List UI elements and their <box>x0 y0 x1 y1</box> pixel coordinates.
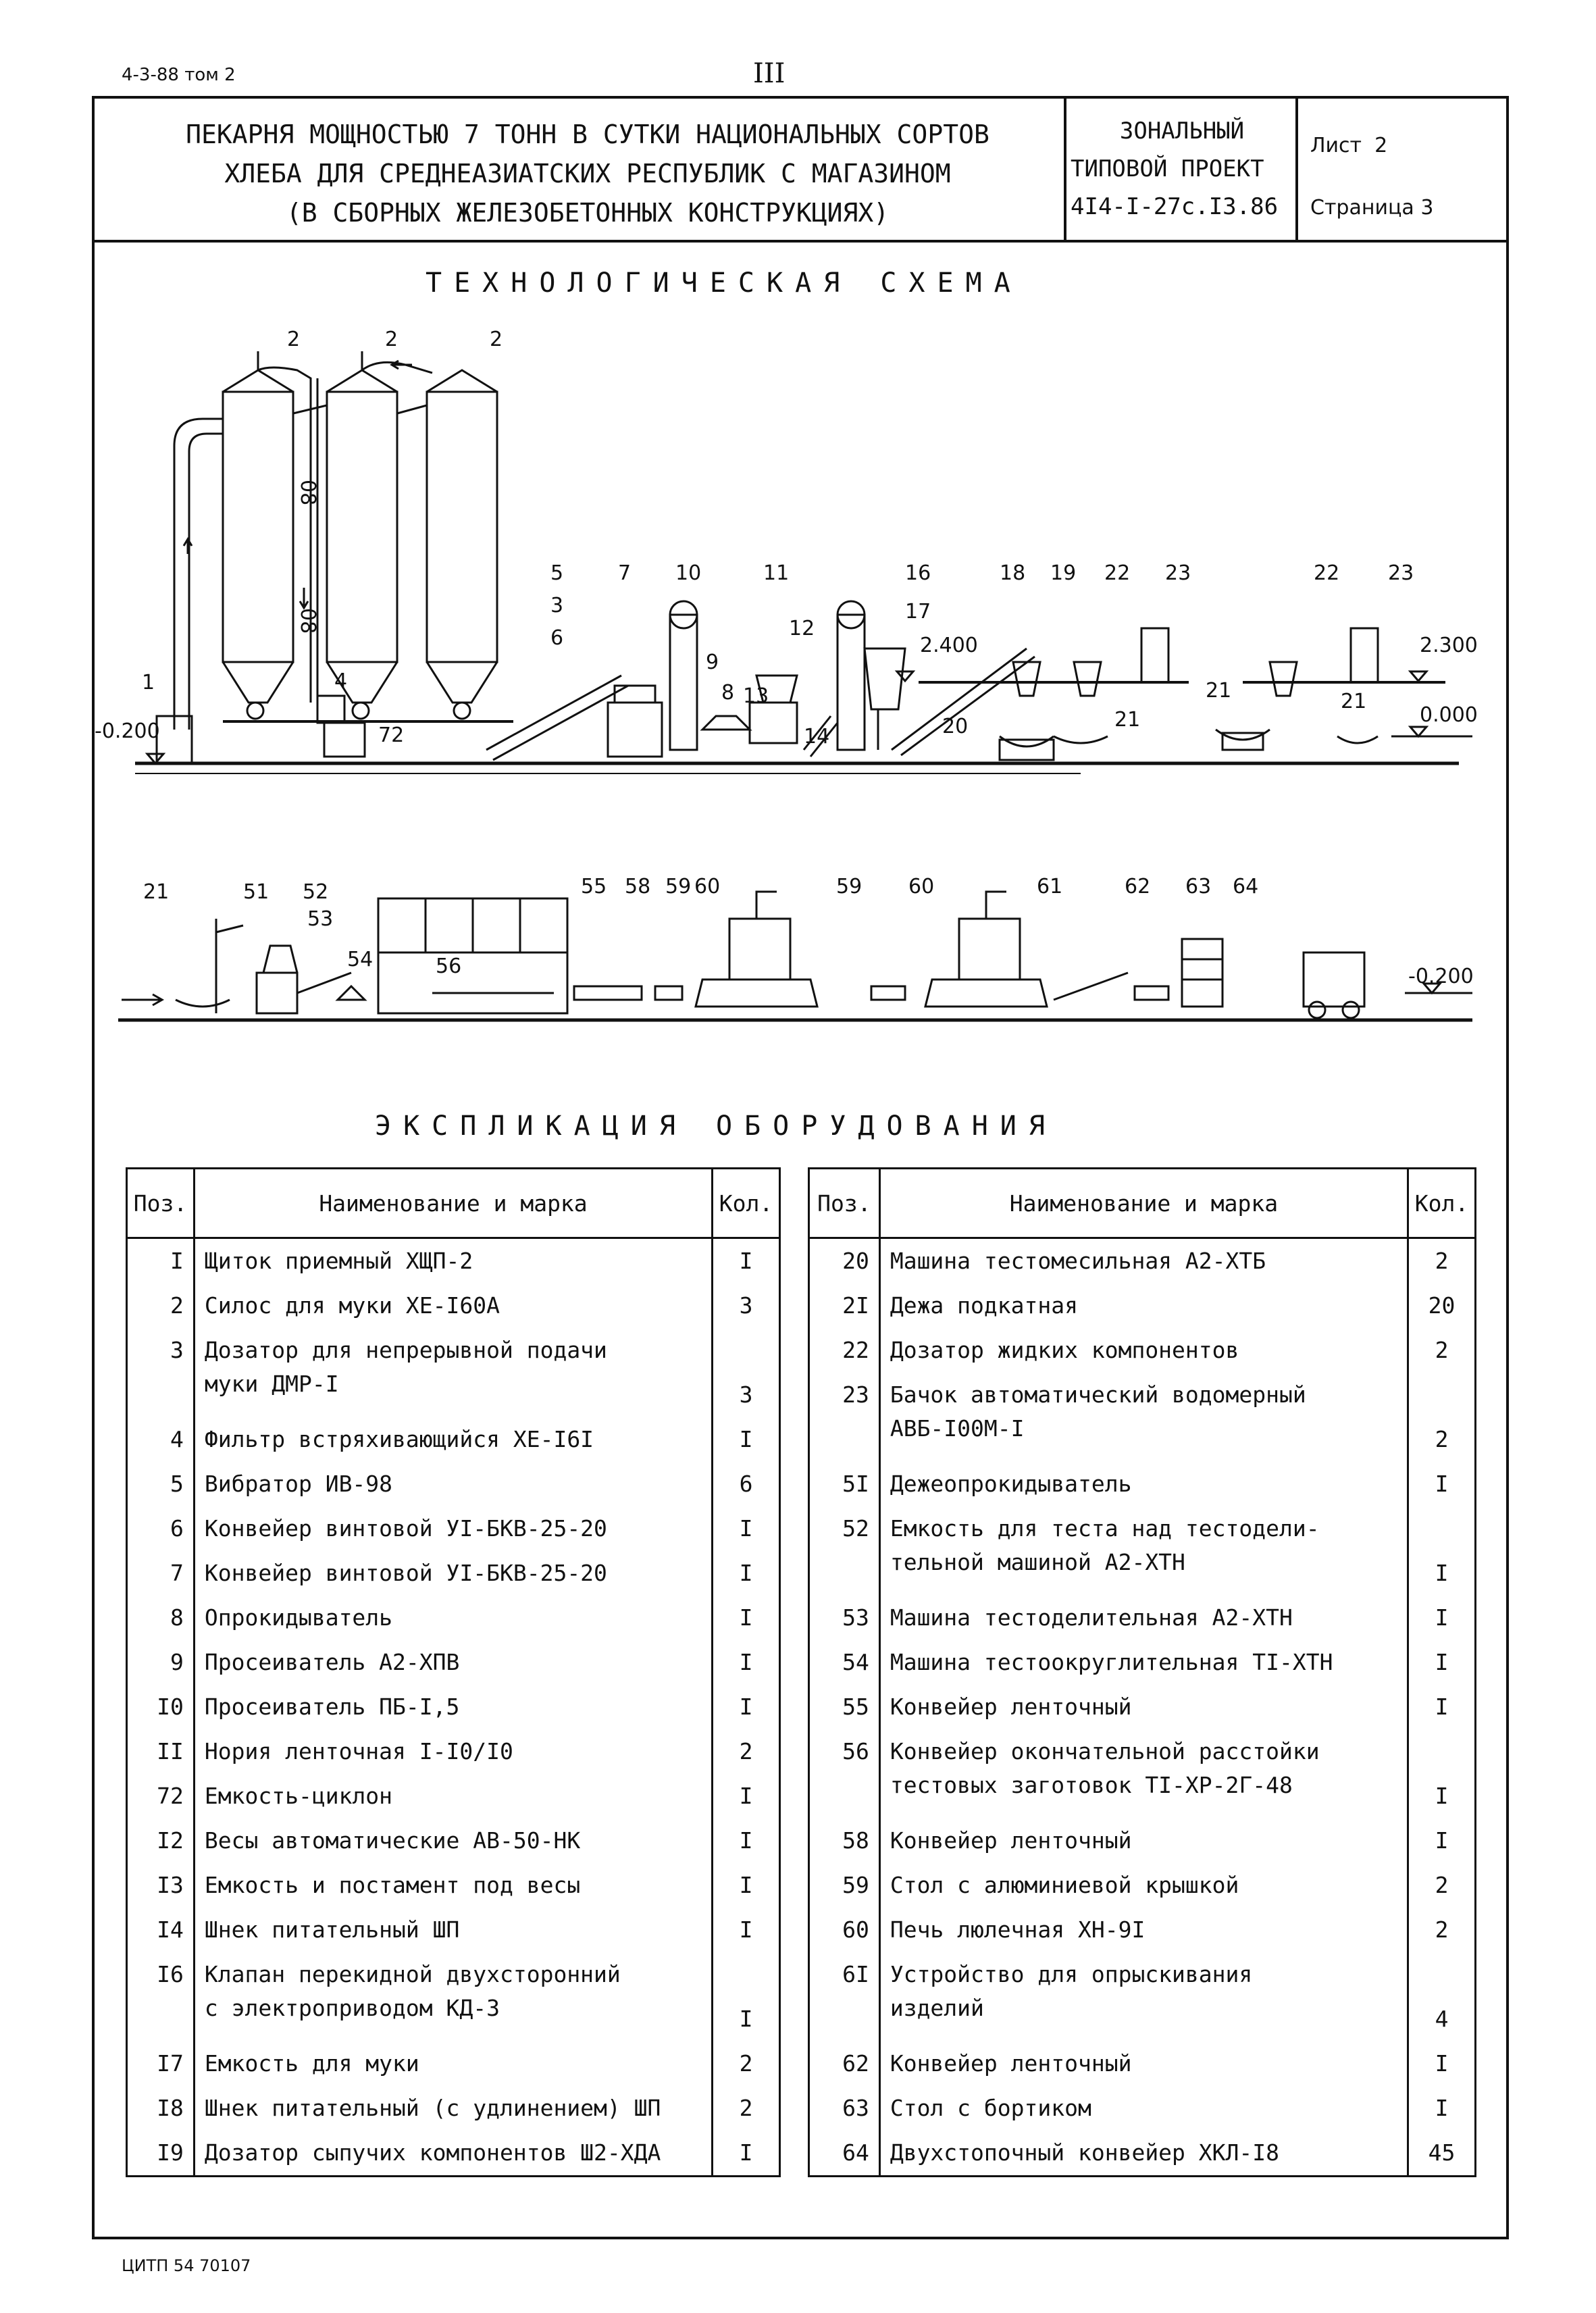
row-name <box>879 1328 1408 1373</box>
page-number: III <box>753 58 786 89</box>
table-row <box>809 1238 1476 1284</box>
filter-box <box>317 696 344 723</box>
intake-pipe <box>174 419 223 730</box>
row-name-line: Печь люлечная ХН-9I <box>890 1916 1145 1943</box>
row-name-line: муки ДМР-I <box>204 1371 339 1397</box>
row-quantity: I <box>713 1774 780 1819</box>
header-pos: Поз. <box>127 1169 195 1238</box>
row-position: I8 <box>127 2086 195 2131</box>
row-position: I9 <box>127 2131 195 2177</box>
row-name <box>194 1908 712 1952</box>
row-name-line: Нория ленточная I-I0/I0 <box>204 1738 513 1764</box>
bucket-elevator-11a <box>670 615 697 750</box>
level-2300: 2.300 <box>1420 634 1478 657</box>
row-name-line: Конвейер винтовой УI-БКВ-25-20 <box>204 1515 607 1542</box>
row-quantity: 2 <box>1408 1908 1476 1952</box>
table-body-left <box>127 1238 780 2177</box>
row-name <box>879 1373 1408 1462</box>
row-quantity: 2 <box>713 1729 780 1774</box>
row-name-line: Шнек питательный ШП <box>204 1916 460 1943</box>
row-name-line: изделий <box>890 1995 984 2021</box>
table-row <box>809 1462 1476 1506</box>
mixer-20 <box>1000 736 1054 746</box>
row-quantity: 4 <box>1408 1952 1476 2041</box>
row-name-line: Двухстопочный конвейер ХКЛ-I8 <box>890 2139 1279 2166</box>
level-2400: 2.400 <box>920 634 978 657</box>
row-position: 5I <box>809 1462 880 1506</box>
row-name <box>194 2131 712 2177</box>
label-23b: 23 <box>1388 561 1414 585</box>
row-position: 62 <box>809 2041 880 2086</box>
row-name-line: Конвейер ленточный <box>890 2050 1132 2077</box>
label-62: 62 <box>1125 875 1151 898</box>
level-0000: 0.000 <box>1420 703 1478 727</box>
row-quantity: 3 <box>713 1328 780 1417</box>
label-18: 18 <box>1000 561 1026 585</box>
label-8: 8 <box>721 681 735 705</box>
header-qty: Кол. <box>713 1169 780 1238</box>
row-quantity: I <box>713 1685 780 1729</box>
row-quantity: I <box>713 1640 780 1685</box>
table-row <box>809 2086 1476 2131</box>
header-qty: Кол. <box>1408 1169 1476 1238</box>
table-row <box>809 2131 1476 2177</box>
row-quantity: 45 <box>1408 2131 1476 2177</box>
row-quantity: I <box>1408 2041 1476 2086</box>
title-line-3: (В СБОРНЫХ ЖЕЛЕЗОБЕТОННЫХ КОНСТРУКЦИЯХ) <box>286 198 890 228</box>
label-16: 16 <box>905 561 931 585</box>
row-name <box>194 1417 712 1462</box>
label-72: 72 <box>378 723 405 747</box>
table-row <box>127 1819 780 1863</box>
level-minus-0200-upper: -0.200 <box>95 719 160 743</box>
oven-60a <box>696 980 817 1007</box>
row-quantity: 2 <box>1408 1328 1476 1373</box>
title-line-2: ХЛЕБА ДЛЯ СРЕДНЕАЗИАТСКИХ РЕСПУБЛИК С МАГАЗИНОМ <box>224 159 951 188</box>
row-position: 3 <box>127 1328 195 1417</box>
row-name <box>194 2086 712 2131</box>
row-quantity: 20 <box>1408 1283 1476 1328</box>
oven-60b <box>925 980 1047 1007</box>
title-line-1: ПЕКАРНЯ МОЩНОСТЬЮ 7 ТОНН В СУТКИ НАЦИОНАЛЬНЫХ СОРТОВ <box>186 120 989 149</box>
row-position: 54 <box>809 1640 880 1685</box>
label-21d: 21 <box>143 880 170 904</box>
row-quantity: I <box>713 1417 780 1462</box>
document-title <box>108 115 1067 232</box>
flour-tank-17 <box>865 649 905 709</box>
row-name <box>879 2086 1408 2131</box>
table-row <box>809 1908 1476 1952</box>
label-3: 3 <box>550 594 564 617</box>
label-2a: 2 <box>287 328 301 351</box>
row-name <box>194 1819 712 1863</box>
row-position: 52 <box>809 1506 880 1596</box>
project-designation <box>1071 112 1293 226</box>
row-position: 53 <box>809 1596 880 1640</box>
explication-title: ЭКСПЛИКАЦИЯ ОБОРУДОВАНИЯ <box>375 1111 1057 1142</box>
row-name <box>194 1238 712 1284</box>
row-position: 59 <box>809 1863 880 1908</box>
silo-2 <box>327 351 397 703</box>
row-name <box>879 1729 1408 1819</box>
row-name-line: тестовых заготовок ТI-ХР-2Г-48 <box>890 1772 1293 1798</box>
row-name-line: Конвейер окончательной расстойки <box>890 1738 1320 1764</box>
row-quantity: 2 <box>1408 1863 1476 1908</box>
label-13: 13 <box>743 684 769 708</box>
label-19: 19 <box>1050 561 1077 585</box>
row-name <box>194 1506 712 1551</box>
row-quantity: I <box>713 1596 780 1640</box>
row-quantity: I <box>713 1908 780 1952</box>
row-position: 56 <box>809 1729 880 1819</box>
label-61: 61 <box>1037 875 1063 898</box>
label-1: 1 <box>142 671 155 694</box>
row-position: 72 <box>127 1774 195 1819</box>
table-row <box>127 1551 780 1596</box>
row-name <box>879 2131 1408 2177</box>
row-quantity: I <box>1408 1506 1476 1596</box>
table-row <box>127 1685 780 1729</box>
row-name <box>194 1685 712 1729</box>
row-name <box>194 1640 712 1685</box>
row-quantity: I <box>713 1863 780 1908</box>
row-position: I3 <box>127 1863 195 1908</box>
page-value: 3 <box>1420 196 1434 220</box>
row-name-line: Машина тестоокруглительная ТI-ХТН <box>890 1649 1333 1675</box>
label-20: 20 <box>942 715 969 738</box>
label-60b: 60 <box>908 875 935 898</box>
label-2b: 2 <box>385 328 398 351</box>
scheme-labels <box>95 328 1478 988</box>
row-name-line: тельной машиной А2-ХТН <box>890 1549 1185 1575</box>
row-name-line: АВБ-I00М-I <box>890 1415 1025 1442</box>
table-row <box>809 1863 1476 1908</box>
label-11: 11 <box>763 561 790 585</box>
scheme-title: ТЕХНОЛОГИЧЕСКАЯ СХЕМА <box>426 268 1023 299</box>
bucket-elevator-11b <box>838 615 865 750</box>
row-name-line: Машина тестомесильная А2-ХТБ <box>890 1248 1266 1274</box>
table-row <box>127 1238 780 1284</box>
row-quantity: I <box>713 1952 780 2041</box>
row-position: 64 <box>809 2131 880 2177</box>
label-14: 14 <box>804 725 830 748</box>
header-divider-2 <box>1295 96 1298 241</box>
table-row <box>127 1462 780 1506</box>
table-row <box>127 1952 780 2041</box>
row-quantity: I <box>1408 1596 1476 1640</box>
sheet-label: Лист <box>1310 134 1362 157</box>
label-60a: 60 <box>694 875 721 898</box>
row-quantity: I <box>1408 1819 1476 1863</box>
table-row <box>127 1596 780 1640</box>
header-name: Наименование и марка <box>879 1169 1408 1238</box>
page-label: Страница <box>1310 196 1414 220</box>
label-7: 7 <box>618 561 632 585</box>
sifter-10 <box>608 703 662 757</box>
label-64: 64 <box>1233 875 1259 898</box>
row-name <box>879 1640 1408 1685</box>
table-row <box>809 1373 1476 1462</box>
label-9: 9 <box>706 651 719 674</box>
row-name <box>879 1863 1408 1908</box>
row-position: I4 <box>127 1908 195 1952</box>
label-52: 52 <box>303 880 329 904</box>
row-name-line: Конвейер ленточный <box>890 1694 1132 1720</box>
row-name <box>879 1238 1408 1284</box>
table-body-right <box>809 1238 1476 2177</box>
row-name <box>194 1774 712 1819</box>
row-name-line: Конвейер винтовой УI-БКВ-25-20 <box>204 1560 607 1586</box>
row-position: 5 <box>127 1462 195 1506</box>
row-name-line: Просеиватель ПБ-I,5 <box>204 1694 460 1720</box>
row-position: 4 <box>127 1417 195 1462</box>
table-row <box>809 1283 1476 1328</box>
row-name-line: Емкость для муки <box>204 2050 419 2077</box>
cart-64 <box>1182 939 1222 1007</box>
label-23a: 23 <box>1165 561 1191 585</box>
table-row <box>127 1774 780 1819</box>
table-row <box>809 1952 1476 2041</box>
equipment-table-right <box>808 1167 1476 2177</box>
row-name-line: Емкость-циклон <box>204 1783 393 1809</box>
label-21c: 21 <box>1341 690 1367 713</box>
label-22a: 22 <box>1104 561 1131 585</box>
row-position: 63 <box>809 2086 880 2131</box>
row-position: 2 <box>127 1283 195 1328</box>
row-name-line: Дозатор жидких компонентов <box>890 1337 1239 1363</box>
row-quantity: I <box>713 1819 780 1863</box>
row-position: 20 <box>809 1238 880 1284</box>
row-position: 22 <box>809 1328 880 1373</box>
row-name-line: с электроприводом КД-3 <box>204 1995 500 2021</box>
row-name <box>194 1729 712 1774</box>
header-name: Наименование и марка <box>194 1169 712 1238</box>
header-pos: Поз. <box>809 1169 880 1238</box>
row-name-line: Силос для муки ХЕ-I60А <box>204 1292 500 1319</box>
table-row <box>127 1863 780 1908</box>
row-position: 7 <box>127 1551 195 1596</box>
row-quantity: 2 <box>1408 1238 1476 1284</box>
sheet-value: 2 <box>1374 134 1388 157</box>
row-name-line: Клапан перекидной двухсторонний <box>204 1961 621 1987</box>
row-name-line: Емкость и постамент под весы <box>204 1872 581 1898</box>
label-51: 51 <box>243 880 269 904</box>
row-name <box>194 1551 712 1596</box>
row-name <box>194 2041 712 2086</box>
label-53: 53 <box>307 907 334 931</box>
row-quantity: 2 <box>713 2041 780 2086</box>
table-row <box>127 2041 780 2086</box>
table-row <box>127 1328 780 1417</box>
scheme-upper <box>135 351 1472 773</box>
scale-12 <box>750 703 797 743</box>
table-row <box>809 1819 1476 1863</box>
row-quantity: 6 <box>713 1462 780 1506</box>
row-name <box>194 1462 712 1506</box>
row-name-line: Дежа подкатная <box>890 1292 1078 1319</box>
row-position: 8 <box>127 1596 195 1640</box>
row-quantity: I <box>1408 1462 1476 1506</box>
table-row <box>127 2086 780 2131</box>
row-position: 58 <box>809 1819 880 1863</box>
row-name-line: Вибратор ИВ-98 <box>204 1471 393 1497</box>
table-row <box>809 1328 1476 1373</box>
row-quantity: 3 <box>713 1283 780 1328</box>
trough-21-lower <box>176 1000 230 1007</box>
row-name-line: Стол с алюминиевой крышкой <box>890 1872 1239 1898</box>
row-name <box>879 1462 1408 1506</box>
footer-code: ЦИТП 54 70107 <box>122 2256 251 2275</box>
row-name <box>879 1819 1408 1863</box>
table-row <box>127 1283 780 1328</box>
row-name <box>194 1596 712 1640</box>
row-name-line: Фильтр встряхивающийся ХЕ-I6I <box>204 1426 594 1452</box>
row-quantity: I <box>713 1238 780 1284</box>
row-position: I <box>127 1238 195 1284</box>
row-position: I6 <box>127 1952 195 2041</box>
table-row <box>809 1640 1476 1685</box>
row-quantity: I <box>713 1551 780 1596</box>
row-name <box>194 1863 712 1908</box>
sheet-info <box>1310 115 1433 239</box>
row-name <box>879 2041 1408 2086</box>
label-55: 55 <box>581 875 607 898</box>
row-position: 60 <box>809 1908 880 1952</box>
document-reference: 4-3-88 том 2 <box>122 65 236 85</box>
table-row <box>127 2131 780 2177</box>
row-name-line: Машина тестоделительная А2-ХТН <box>890 1604 1293 1631</box>
row-position: 55 <box>809 1685 880 1729</box>
label-59a: 59 <box>665 875 692 898</box>
row-name-line: Дежеопрокидыватель <box>890 1471 1132 1497</box>
row-quantity: I <box>1408 1729 1476 1819</box>
label-21b: 21 <box>1206 679 1232 703</box>
row-name <box>879 1283 1408 1328</box>
row-name-line: Устройство для опрыскивания <box>890 1961 1253 1987</box>
label-21a: 21 <box>1114 708 1141 732</box>
label-4: 4 <box>334 669 348 693</box>
row-position: 6 <box>127 1506 195 1551</box>
row-name-line: Конвейер ленточный <box>890 1827 1132 1854</box>
label-22b: 22 <box>1314 561 1340 585</box>
row-name-line: Емкость для теста над тестодели- <box>890 1515 1320 1542</box>
row-position: I2 <box>127 1819 195 1863</box>
label-08b: 08 <box>296 608 319 634</box>
label-6: 6 <box>550 626 564 650</box>
row-name-line: Щиток приемный ХЩП-2 <box>204 1248 473 1274</box>
row-position: 9 <box>127 1640 195 1685</box>
divider-53 <box>257 973 297 1013</box>
label-59b: 59 <box>836 875 863 898</box>
silo-3 <box>427 370 497 703</box>
table-row <box>809 1729 1476 1819</box>
row-position: 23 <box>809 1373 880 1462</box>
label-63: 63 <box>1185 875 1212 898</box>
row-name <box>194 1283 712 1328</box>
row-name <box>879 1506 1408 1596</box>
label-2c: 2 <box>490 328 503 351</box>
row-name-line: Дозатор сыпучих компонентов Ш2-ХДА <box>204 2139 661 2166</box>
row-position: 6I <box>809 1952 880 2041</box>
table-row <box>809 1596 1476 1640</box>
label-12: 12 <box>789 617 815 640</box>
row-quantity: I <box>1408 1640 1476 1685</box>
row-name-line: Опрокидыватель <box>204 1604 393 1631</box>
row-quantity: I <box>1408 1685 1476 1729</box>
row-name-line: Дозатор для непрерывной подачи <box>204 1337 607 1363</box>
row-name-line: Весы автоматические АВ-50-НК <box>204 1827 581 1854</box>
row-name <box>879 1685 1408 1729</box>
row-name-line: Бачок автоматический водомерный <box>890 1381 1306 1408</box>
row-name-line: Стол с бортиком <box>890 2095 1091 2121</box>
kneading-trough-21 <box>1216 730 1270 740</box>
table-row <box>127 1506 780 1551</box>
label-08a: 08 <box>296 480 319 506</box>
table-row <box>809 1506 1476 1596</box>
row-position: II <box>127 1729 195 1774</box>
table-row <box>127 1640 780 1685</box>
delivery-truck <box>1304 952 1364 1007</box>
table-row <box>127 1417 780 1462</box>
level-minus-0200-lower: -0.200 <box>1408 965 1474 988</box>
technological-scheme <box>92 317 1509 1088</box>
water-tank-23 <box>1141 628 1168 682</box>
table-row <box>809 1685 1476 1729</box>
row-name <box>879 1596 1408 1640</box>
row-position: 2I <box>809 1283 880 1328</box>
row-name <box>879 1908 1408 1952</box>
project-code: 4I4-I-27с.I3.86 <box>1071 193 1279 220</box>
project-line-1: ЗОНАЛЬНЫЙ <box>1119 118 1245 145</box>
table-row <box>127 1729 780 1774</box>
label-54: 54 <box>347 948 374 971</box>
row-position: I7 <box>127 2041 195 2086</box>
row-name-line: Просеиватель А2-ХПВ <box>204 1649 460 1675</box>
row-name <box>879 1952 1408 2041</box>
row-quantity: I <box>1408 2086 1476 2131</box>
row-quantity: I <box>713 1506 780 1551</box>
table-row <box>127 1908 780 1952</box>
silo-1 <box>223 351 293 703</box>
label-10: 10 <box>675 561 702 585</box>
row-name-line: Шнек питательный (с удлинением) ШП <box>204 2095 661 2121</box>
label-17: 17 <box>905 600 931 624</box>
row-name <box>194 1328 712 1417</box>
row-quantity: 2 <box>1408 1373 1476 1462</box>
label-58: 58 <box>625 875 651 898</box>
row-position: I0 <box>127 1685 195 1729</box>
equipment-table-left <box>126 1167 781 2177</box>
row-quantity: 2 <box>713 2086 780 2131</box>
project-line-2: ТИПОВОЙ ПРОЕКТ <box>1071 155 1264 182</box>
row-name <box>194 1952 712 2041</box>
row-quantity: I <box>713 2131 780 2177</box>
table-row <box>809 2041 1476 2086</box>
label-56: 56 <box>436 955 462 978</box>
label-5: 5 <box>550 561 564 585</box>
